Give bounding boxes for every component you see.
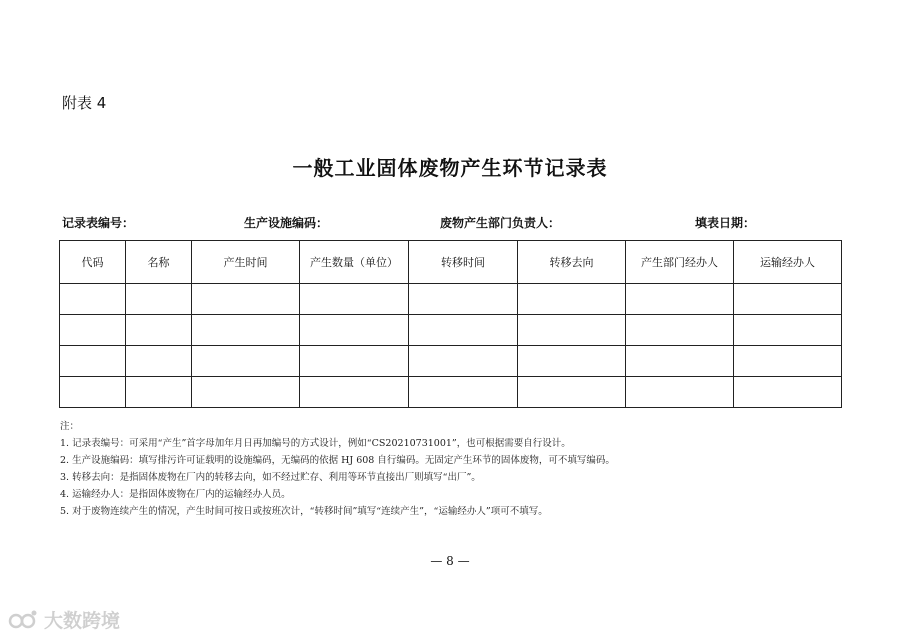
brand-logo-icon <box>8 609 38 631</box>
table-cell <box>60 315 126 346</box>
table-cell <box>192 315 300 346</box>
table-cell <box>518 315 626 346</box>
record-table <box>59 240 842 408</box>
table-cell <box>734 284 842 315</box>
table-cell <box>60 346 126 377</box>
table-row <box>60 377 842 408</box>
column-header: 代码 <box>60 241 126 284</box>
table-cell <box>192 377 300 408</box>
column-header: 名称 <box>126 241 192 284</box>
facility-code-label: 生产设施编码： <box>244 216 329 230</box>
note-item: 5. 对于废物连续产生的情况，产生时间可按日或按班次计，“转移时间”填写“连续产生”，“运输经办人”项可不填写。 <box>60 506 548 517</box>
column-header: 转移去向 <box>518 241 626 284</box>
column-header: 转移时间 <box>409 241 518 284</box>
department-head-label: 废物产生部门负责人： <box>440 216 561 230</box>
table-cell <box>518 284 626 315</box>
table-cell <box>518 346 626 377</box>
table-cell <box>626 315 734 346</box>
watermark-text: 大数跨境 <box>44 610 121 632</box>
watermark <box>8 606 120 633</box>
column-header: 产生数量（单位） <box>300 241 409 284</box>
note-item: 4. 运输经办人：是指固体废物在厂内的运输经办人员。 <box>60 489 291 500</box>
table-cell <box>60 284 126 315</box>
table-row <box>60 315 842 346</box>
record-number-label: 记录表编号： <box>62 216 135 230</box>
fill-date-label: 填表日期： <box>695 216 756 230</box>
table-cell <box>409 377 518 408</box>
table-cell <box>192 284 300 315</box>
table-cell <box>126 346 192 377</box>
table-cell <box>409 315 518 346</box>
table-cell <box>409 346 518 377</box>
table-cell <box>60 377 126 408</box>
document-title: 一般工业固体废物产生环节记录表 <box>292 156 608 180</box>
table-header-row <box>60 241 842 284</box>
table-cell <box>734 346 842 377</box>
note-item: 2. 生产设施编码：填写排污许可证载明的设施编码，无编码的依据 HJ 608 自行编码。无固定产生环节的固体废物，可不填写编码。 <box>60 455 615 466</box>
table-cell <box>626 284 734 315</box>
table-cell <box>626 346 734 377</box>
column-header: 运输经办人 <box>734 241 842 284</box>
table-cell <box>300 315 409 346</box>
column-header: 产生部门经办人 <box>626 241 734 284</box>
table-cell <box>409 284 518 315</box>
table-cell <box>192 346 300 377</box>
notes-section <box>60 418 615 520</box>
table-cell <box>734 377 842 408</box>
table-cell <box>734 315 842 346</box>
table-row <box>60 346 842 377</box>
table-cell <box>300 346 409 377</box>
note-item: 1. 记录表编号：可采用“产生”首字母加年月日再加编号的方式设计，例如“CS20210731001”，也可根据需要自行设计。 <box>60 438 571 449</box>
table-cell <box>518 377 626 408</box>
table-cell <box>126 284 192 315</box>
column-header: 产生时间 <box>192 241 300 284</box>
appendix-label: 附表 4 <box>62 94 107 112</box>
table-cell <box>126 315 192 346</box>
notes-heading: 注： <box>60 421 80 432</box>
note-item: 3. 转移去向：是指固体废物在厂内的转移去向，如不经过贮存、利用等环节直接出厂则填写“出厂”。 <box>60 472 481 483</box>
table-cell <box>300 284 409 315</box>
table-cell <box>300 377 409 408</box>
table-cell <box>126 377 192 408</box>
table-row <box>60 284 842 315</box>
page-number: — 8 — <box>430 554 470 568</box>
table-cell <box>626 377 734 408</box>
